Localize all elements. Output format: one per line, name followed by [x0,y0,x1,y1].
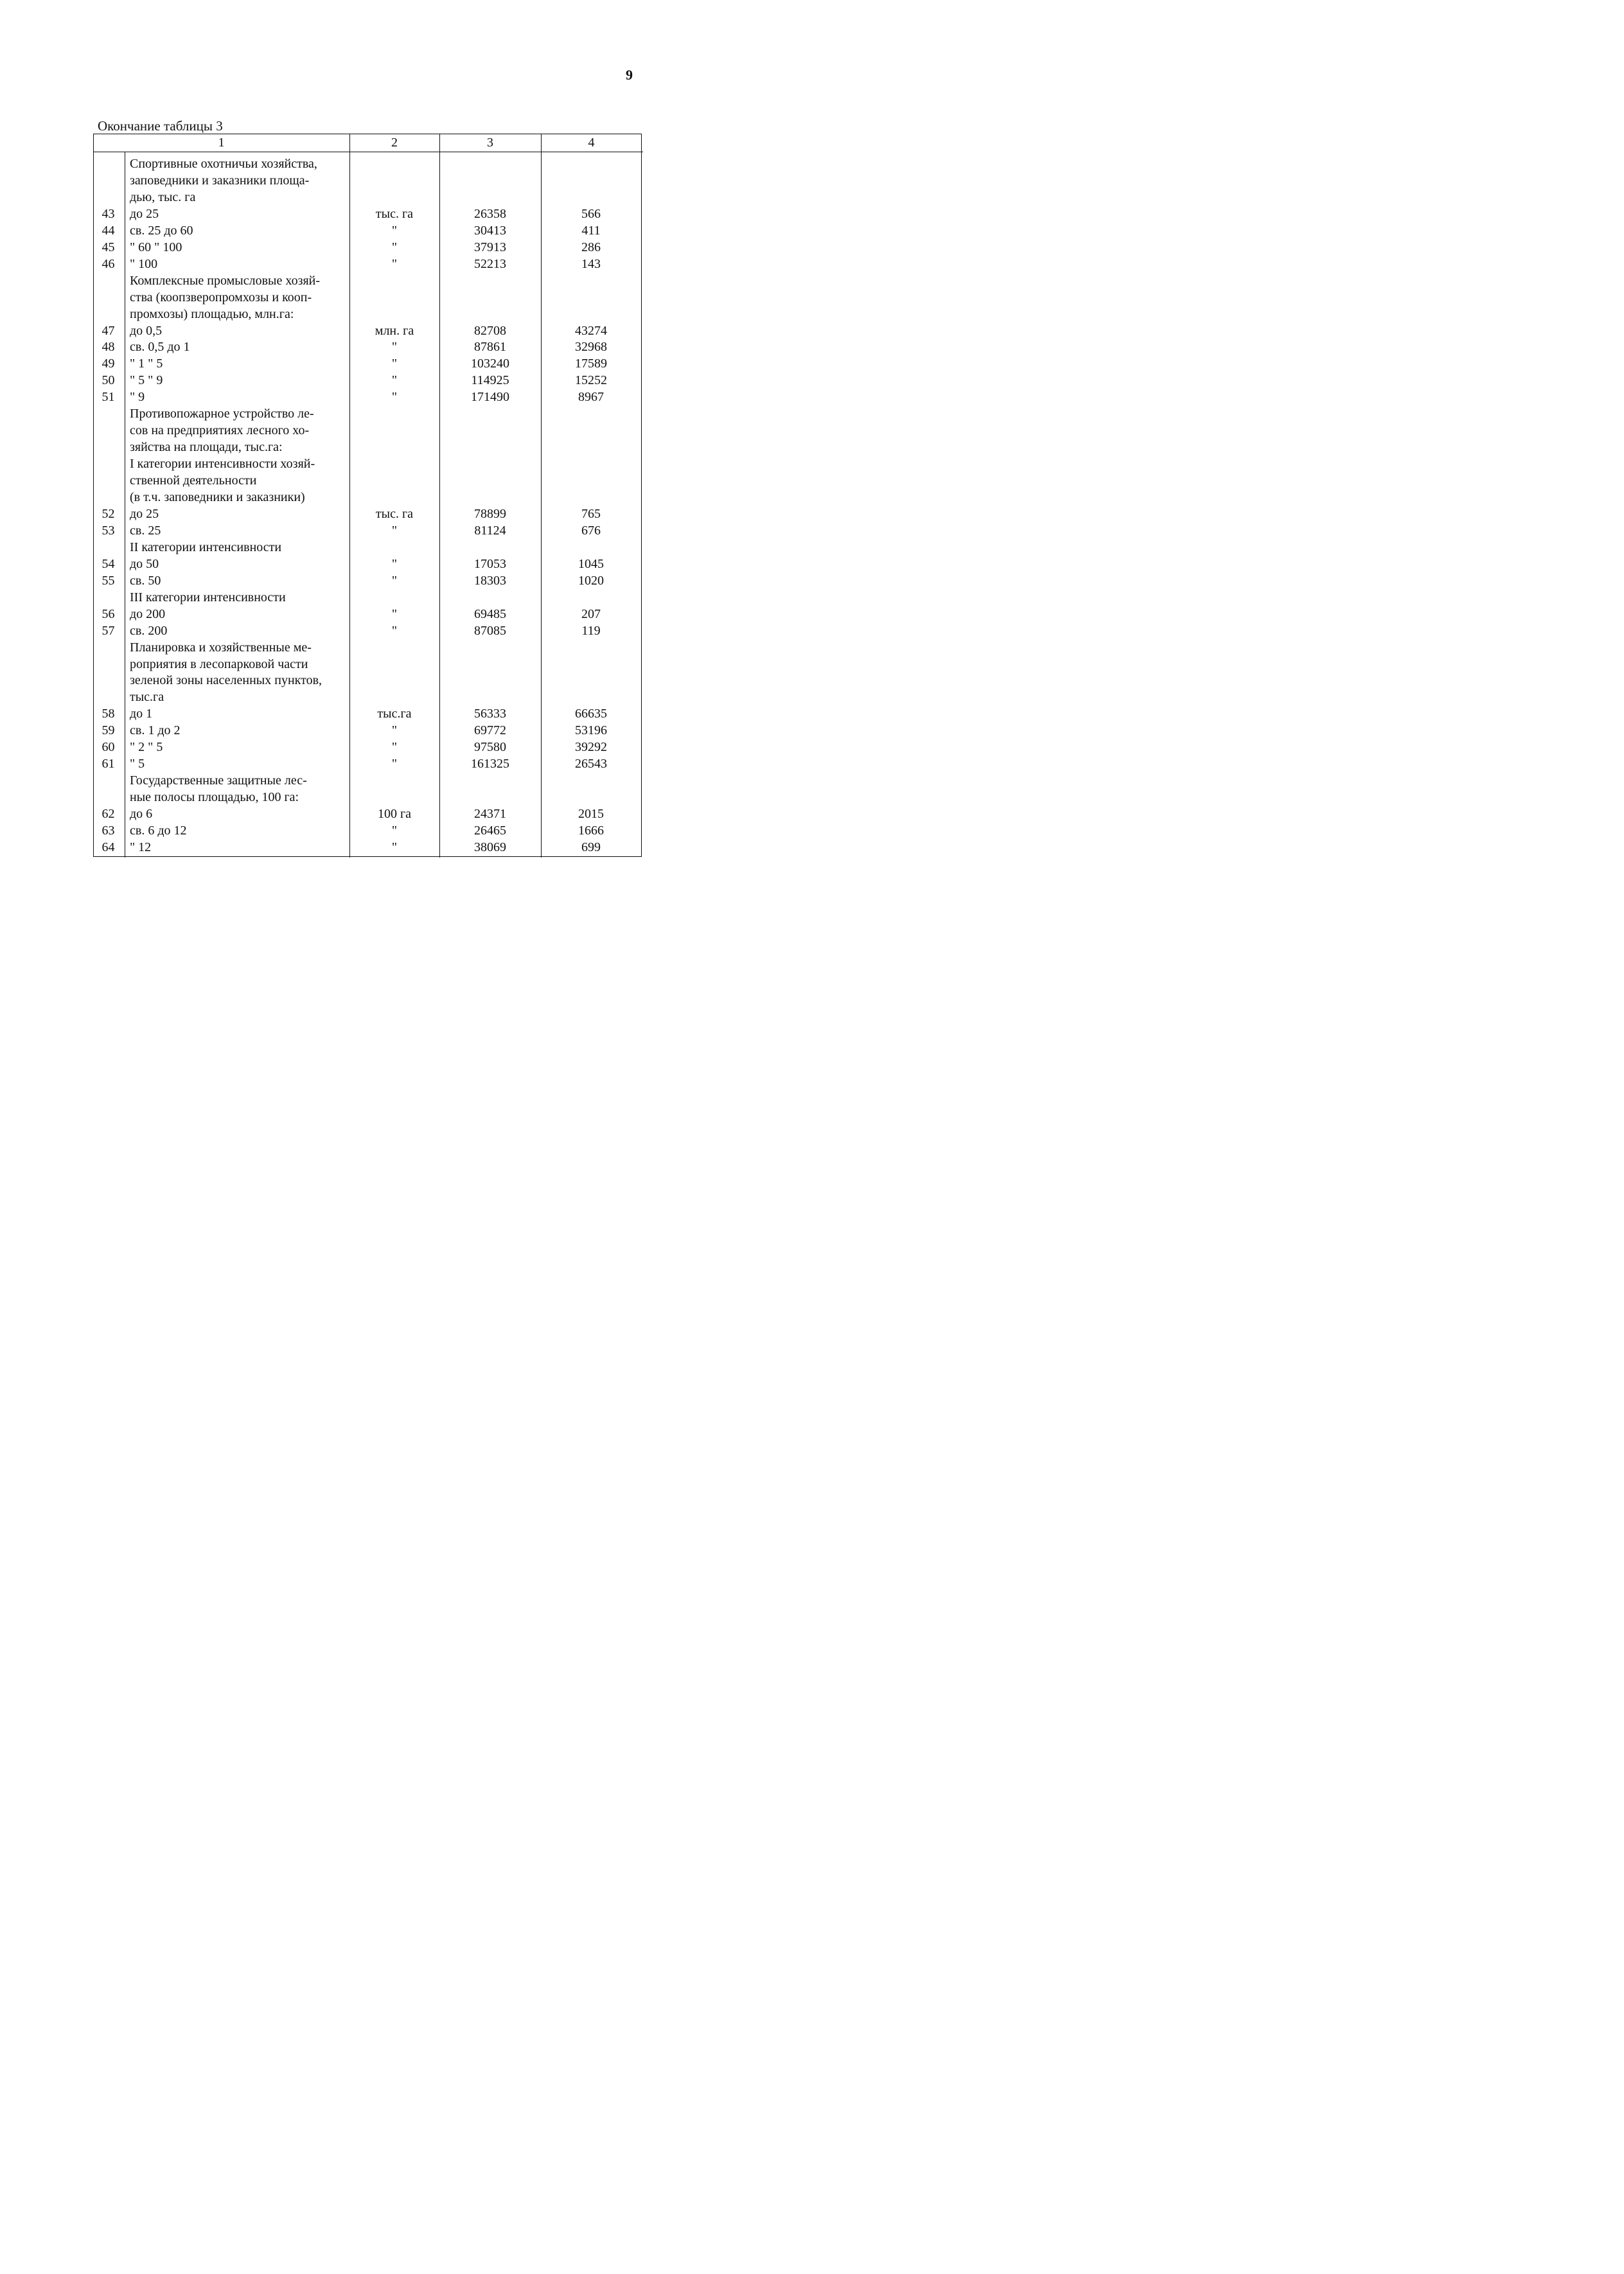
row-label: до 50 [130,556,159,571]
data-table [93,134,643,858]
row-label: ные полосы площадью, 100 га: [130,790,299,805]
row-value-col3: 82708 [474,323,506,338]
table-row [93,822,643,839]
row-label: " 100 [130,256,158,271]
table-row [93,222,643,239]
table-row [93,539,643,556]
row-value-col4: 765 [581,506,601,521]
table-row [93,622,643,639]
row-label: роприятия в лесопарковой части [130,657,308,671]
row-value-col3: 69485 [474,606,506,621]
row-label: до 0,5 [130,323,163,338]
row-value-col4: 2015 [578,807,604,821]
row-unit: тыс. га [375,206,414,221]
row-value-col3: 37913 [474,240,506,254]
row-label: заповедники и заказники площа- [130,173,310,188]
row-label: до 1 [130,707,153,721]
row-unit: " [391,373,398,388]
row-unit: " [391,723,398,738]
row-label: до 25 [130,206,159,221]
row-number: 47 [102,323,115,338]
row-value-col3: 38069 [474,840,506,854]
table-row [93,322,643,339]
row-unit: " [391,824,398,838]
table-row [93,189,643,206]
table-row [93,256,643,272]
table-row [93,355,643,372]
table-row [93,772,643,789]
row-label: Комплексные промысловые хозяй- [130,273,321,288]
row-label: промхозы) площадью, млн.га: [130,306,294,321]
table-row [93,506,643,522]
row-number: 63 [102,824,115,838]
row-unit: " [391,256,398,271]
row-value-col4: 17589 [575,357,607,371]
table-row [93,172,643,189]
row-value-col3: 87085 [474,623,506,638]
row-label: " 2 " 5 [130,740,163,755]
row-number: 61 [102,757,115,771]
table-row [93,422,643,439]
table-row [93,755,643,772]
row-number: 58 [102,707,115,721]
row-value-col4: 1020 [578,573,604,588]
row-value-col3: 103240 [471,357,509,371]
row-number: 56 [102,606,115,621]
row-number: 46 [102,256,115,271]
column-header-4: 4 [588,136,595,150]
row-label: " 60 " 100 [130,240,182,254]
row-value-col4: 207 [581,606,601,621]
row-number: 51 [102,390,115,405]
page-number: 9 [626,67,633,83]
table-row [93,806,643,822]
row-label: зяйства на площади, тыс.га: [130,440,283,455]
row-value-col4: 15252 [575,373,607,388]
row-label: зеленой зоны населенных пунктов, [130,673,322,688]
row-label: сов на предприятиях лесного хо- [130,423,310,438]
row-value-col4: 143 [581,256,601,271]
row-label: (в т.ч. заповедники и заказники) [130,490,305,504]
table-row [93,705,643,722]
row-value-col3: 97580 [474,740,506,755]
table-row [93,405,643,422]
row-unit: млн. га [375,323,414,338]
table-row [93,306,643,322]
table-row [93,389,643,405]
row-number: 50 [102,373,115,388]
row-number: 54 [102,556,115,571]
table-row [93,689,643,705]
table-row [93,472,643,489]
row-value-col4: 43274 [575,323,607,338]
row-value-col3: 87861 [474,340,506,355]
table-row [93,489,643,506]
row-label: Спортивные охотничьи хозяйства, [130,157,317,171]
row-unit: " [391,623,398,638]
row-value-col4: 119 [581,623,601,638]
row-unit: " [391,340,398,355]
row-label: св. 25 [130,523,161,538]
column-header-2: 2 [391,136,398,150]
row-value-col3: 18303 [474,573,506,588]
row-value-col4: 411 [581,223,601,238]
row-value-col4: 26543 [575,757,607,771]
row-value-col4: 53196 [575,723,607,738]
row-label: Противопожарное устройство ле- [130,407,314,421]
row-label: Планировка и хозяйственные ме- [130,640,312,655]
row-value-col3: 171490 [471,390,509,405]
row-value-col3: 24371 [474,807,506,821]
row-value-col3: 26358 [474,206,506,221]
table-row [93,839,643,856]
row-label: I категории интенсивности хозяй- [130,457,315,472]
row-number: 48 [102,340,115,355]
row-label: III категории интенсивности [130,590,286,604]
row-unit: " [391,573,398,588]
row-label: " 5 [130,757,145,771]
column-header-3: 3 [487,136,493,150]
table-row [93,656,643,673]
row-value-col4: 39292 [575,740,607,755]
row-value-col3: 69772 [474,723,506,738]
row-value-col3: 52213 [474,256,506,271]
row-label: св. 200 [130,623,168,638]
row-label: св. 0,5 до 1 [130,340,190,355]
row-number: 59 [102,723,115,738]
table-row [93,372,643,389]
row-unit: " [391,390,398,405]
row-label: " 12 [130,840,152,854]
row-unit: " [391,556,398,571]
row-unit: тыс. га [375,506,414,521]
table-row [93,272,643,289]
row-value-col3: 30413 [474,223,506,238]
row-label: до 6 [130,807,153,821]
table-row [93,739,643,755]
row-unit: " [391,240,398,254]
row-unit: " [391,757,398,771]
row-number: 57 [102,623,115,638]
table-row [93,722,643,739]
row-value-col3: 114925 [471,373,509,388]
table-row [93,789,643,806]
row-unit: тыс.га [377,707,412,721]
table-row [93,289,643,306]
row-value-col3: 26465 [474,824,506,838]
row-number: 44 [102,223,115,238]
row-label: до 200 [130,606,166,621]
row-value-col3: 81124 [474,523,506,538]
row-unit: " [391,740,398,755]
row-label: тыс.га [130,690,164,705]
row-label: дью, тыс. га [130,190,196,204]
table-row [93,522,643,539]
row-number: 55 [102,573,115,588]
row-value-col3: 56333 [474,707,506,721]
row-value-col3: 17053 [474,556,506,571]
table-row [93,455,643,472]
row-label: Государственные защитные лес- [130,773,307,788]
row-label: ства (коопзверопромхозы и кооп- [130,290,312,304]
row-value-col3: 161325 [471,757,509,771]
row-value-col4: 32968 [575,340,607,355]
row-label: ственной деятельности [130,473,257,488]
table-row [93,589,643,606]
row-number: 64 [102,840,115,854]
row-value-col4: 676 [581,523,601,538]
table-row [93,606,643,622]
table-caption: Окончание таблицы 3 [98,118,223,134]
row-value-col3: 78899 [474,506,506,521]
row-value-col4: 286 [581,240,601,254]
row-unit: 100 га [377,807,412,821]
table-row [93,639,643,656]
column-header-1: 1 [218,136,225,150]
row-value-col4: 1666 [578,824,604,838]
row-value-col4: 8967 [578,390,604,405]
row-label: св. 6 до 12 [130,824,187,838]
row-value-col4: 66635 [575,707,607,721]
row-label: " 5 " 9 [130,373,163,388]
row-label: св. 1 до 2 [130,723,181,738]
row-label: " 1 " 5 [130,357,163,371]
row-unit: " [391,223,398,238]
row-value-col4: 566 [581,206,601,221]
row-label: " 9 [130,390,145,405]
row-label: до 25 [130,506,159,521]
row-value-col4: 699 [581,840,601,854]
row-number: 49 [102,357,115,371]
row-number: 52 [102,506,115,521]
table-row [93,439,643,455]
row-unit: " [391,606,398,621]
row-label: II категории интенсивности [130,540,282,554]
table-row [93,239,643,256]
row-label: св. 50 [130,573,161,588]
row-label: св. 25 до 60 [130,223,193,238]
row-unit: " [391,357,398,371]
row-number: 43 [102,206,115,221]
table-row [93,155,643,172]
row-number: 45 [102,240,115,254]
row-number: 62 [102,807,115,821]
table-row [93,572,643,589]
row-unit: " [391,523,398,538]
table-row [93,672,643,689]
table-row [93,339,643,355]
row-number: 60 [102,740,115,755]
row-unit: " [391,840,398,854]
table-row [93,556,643,572]
row-number: 53 [102,523,115,538]
table-row [93,206,643,222]
row-value-col4: 1045 [578,556,604,571]
